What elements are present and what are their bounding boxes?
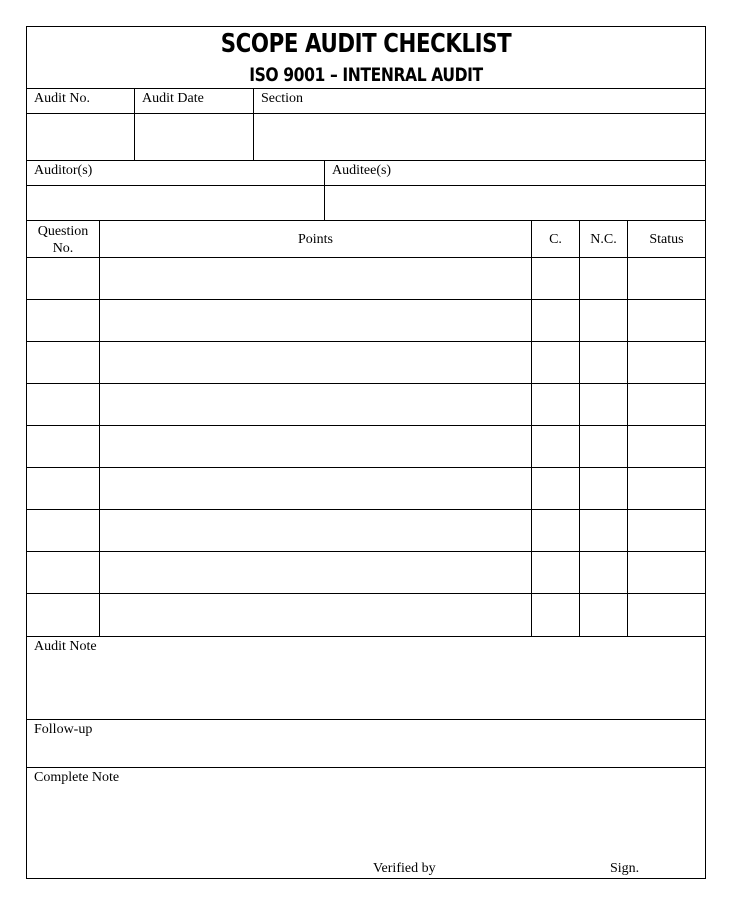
question-no-header	[27, 223, 99, 257]
c-header: C.	[549, 232, 562, 247]
question-no-header-line1: Question	[37, 224, 89, 239]
follow-up-label: Follow-up	[34, 722, 93, 737]
table-row[interactable]	[27, 258, 705, 299]
divider	[27, 767, 705, 768]
divider	[27, 636, 705, 637]
audit-no-field[interactable]	[27, 114, 134, 160]
table-row[interactable]	[27, 342, 705, 383]
auditees-field[interactable]	[325, 186, 705, 220]
points-header: Points	[297, 232, 333, 247]
divider	[27, 220, 705, 221]
audit-date-field[interactable]	[135, 114, 253, 160]
form-title: SCOPE AUDIT CHECKLIST	[220, 29, 512, 59]
divider	[27, 88, 705, 89]
audit-note-label: Audit Note	[34, 639, 97, 654]
audit-note-field[interactable]	[27, 657, 705, 719]
follow-up-field[interactable]	[27, 740, 705, 767]
audit-checklist-form	[26, 26, 706, 879]
divider	[27, 719, 705, 720]
complete-note-label: Complete Note	[34, 770, 120, 785]
form-subtitle: ISO 9001 – INTENRAL AUDIT	[249, 64, 483, 86]
auditors-label: Auditor(s)	[34, 163, 93, 178]
auditees-label: Auditee(s)	[332, 163, 392, 178]
section-label: Section	[261, 91, 303, 106]
table-row[interactable]	[27, 384, 705, 425]
auditors-field[interactable]	[27, 186, 324, 220]
section-field[interactable]	[254, 114, 705, 160]
verified-by-label: Verified by	[373, 861, 436, 876]
audit-no-label: Audit No.	[34, 91, 90, 106]
table-row[interactable]	[27, 510, 705, 551]
table-row[interactable]	[27, 468, 705, 509]
audit-date-label: Audit Date	[142, 91, 204, 106]
divider	[27, 160, 705, 161]
table-row[interactable]	[27, 300, 705, 341]
nc-header: N.C.	[590, 232, 617, 247]
table-row[interactable]	[27, 594, 705, 636]
sign-label: Sign.	[610, 861, 640, 876]
table-row[interactable]	[27, 426, 705, 467]
question-no-header-line2: No.	[52, 241, 74, 256]
status-header: Status	[649, 232, 684, 247]
table-row[interactable]	[27, 552, 705, 593]
complete-note-field[interactable]	[27, 788, 705, 858]
